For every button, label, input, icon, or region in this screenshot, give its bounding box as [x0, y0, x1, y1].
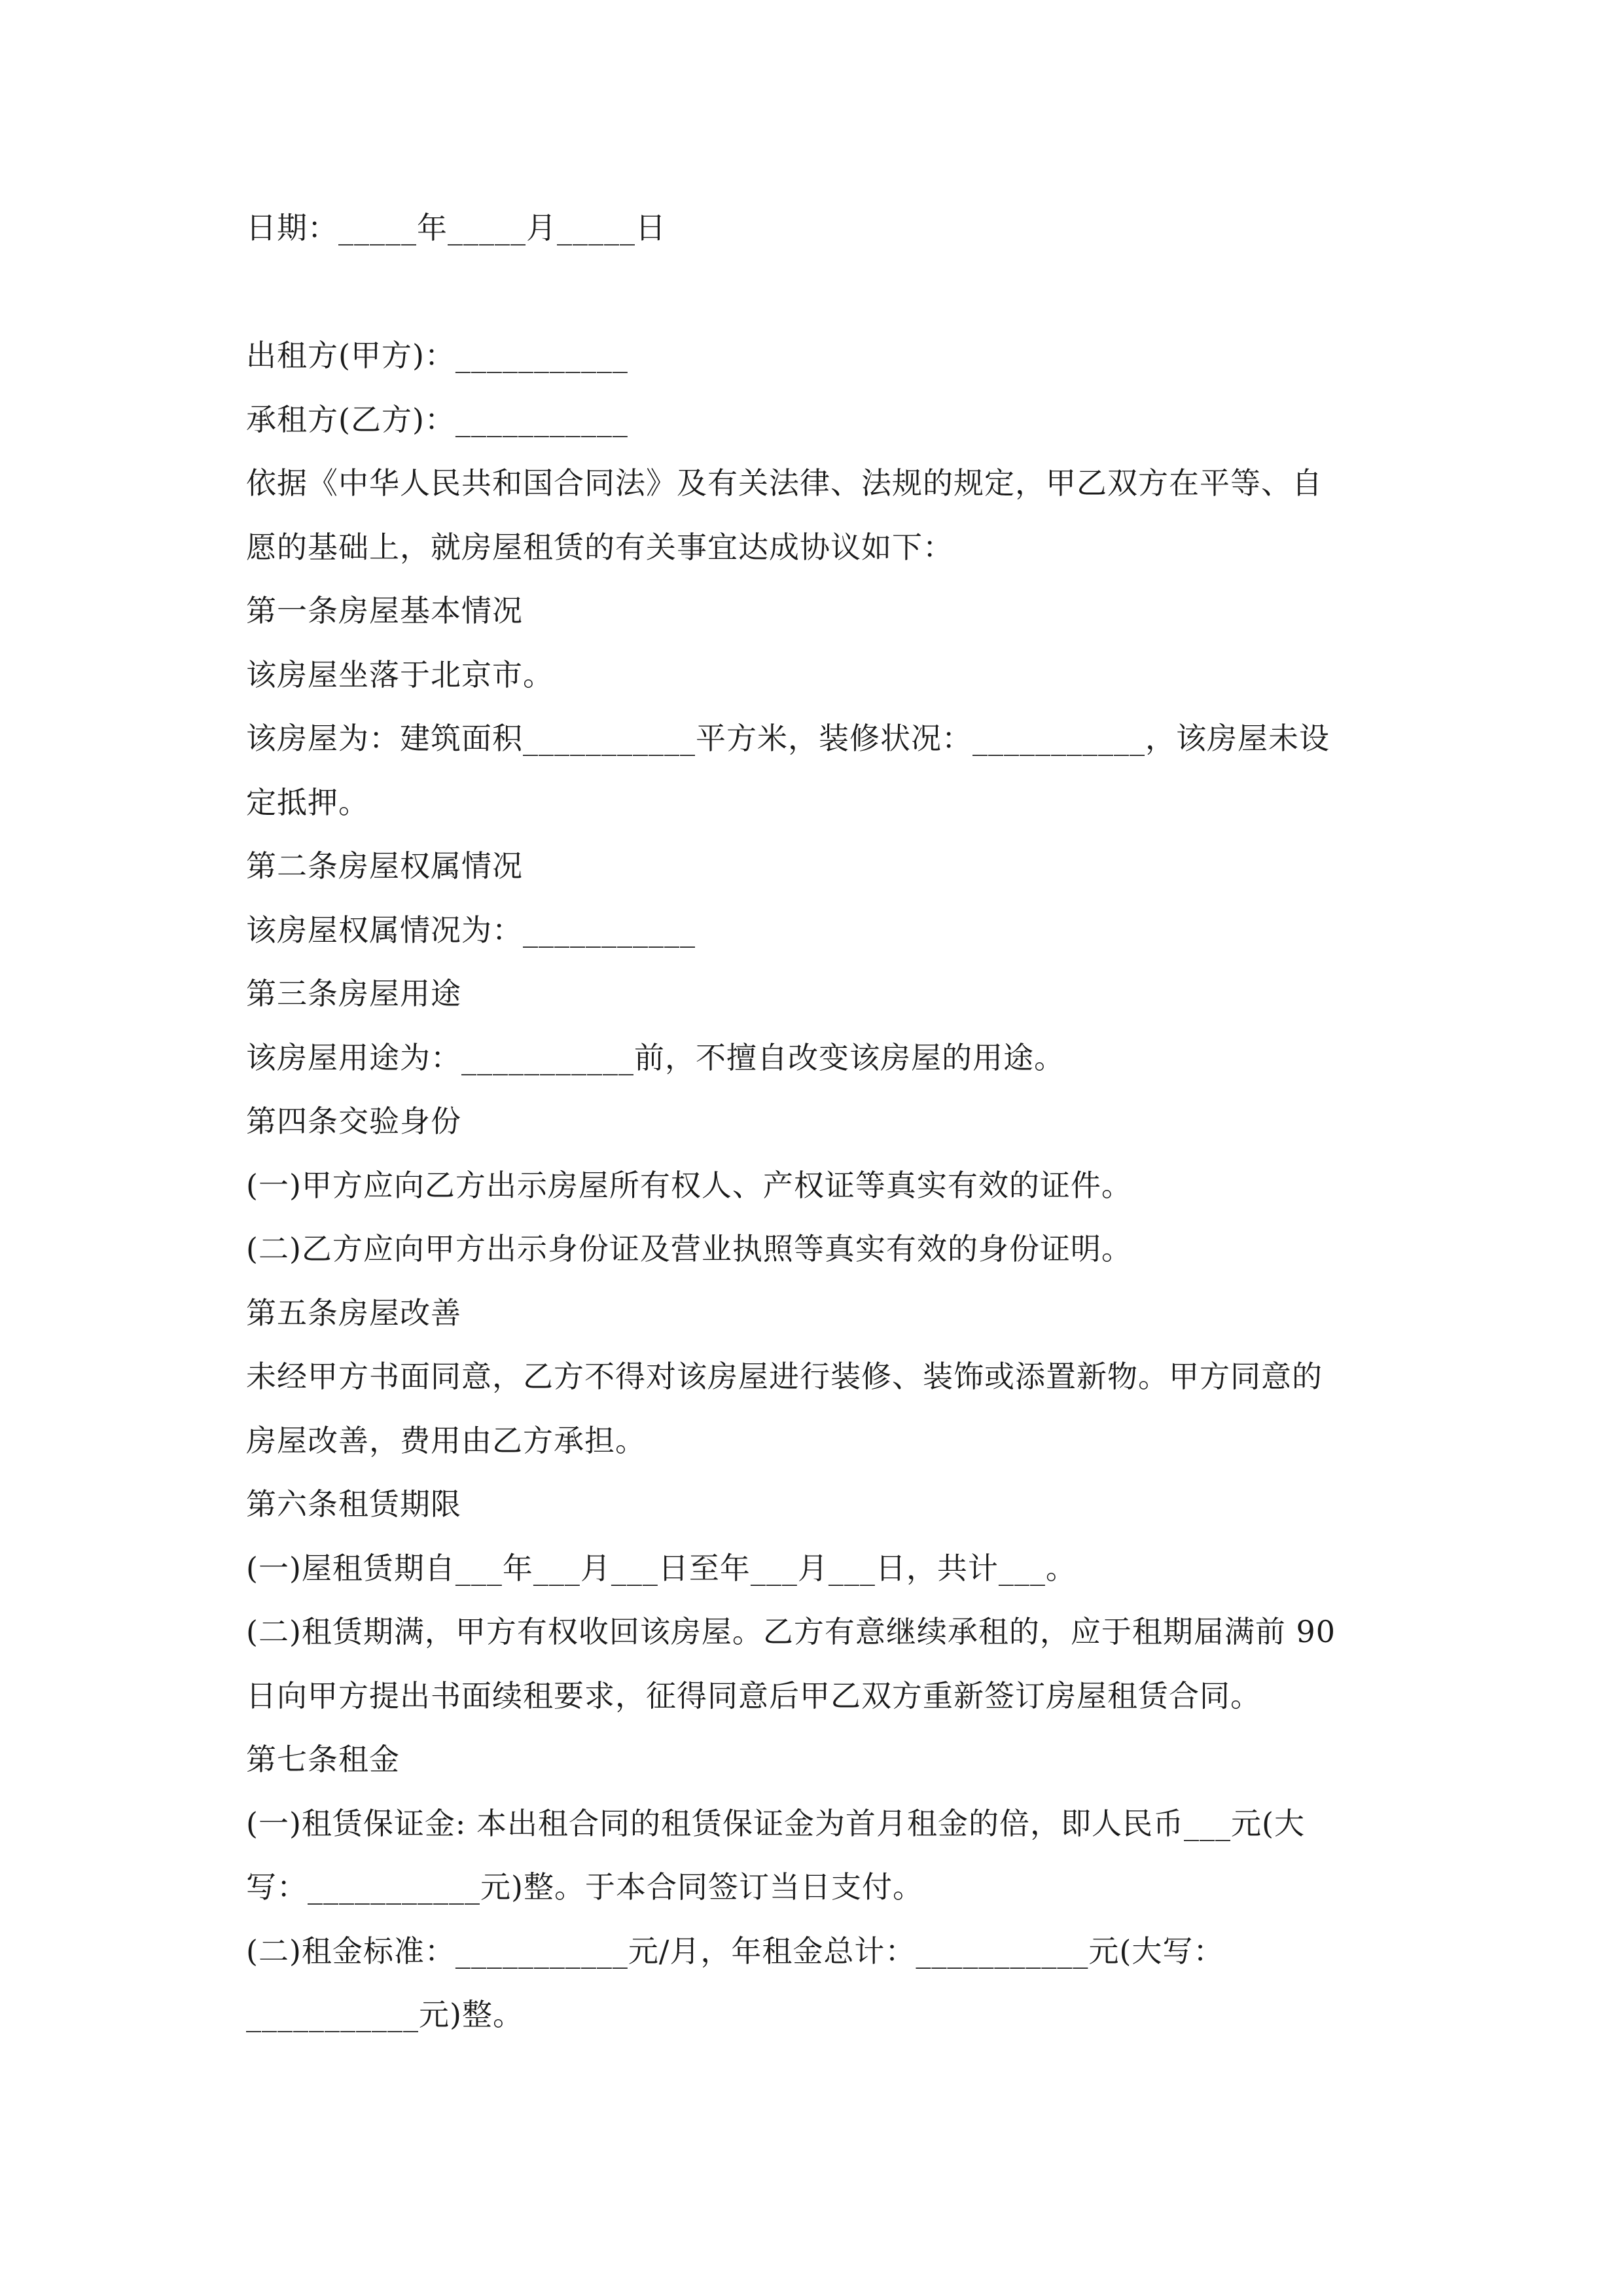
article-1-heading: 第一条房屋基本情况: [246, 593, 523, 628]
article-6-clause-2-line-2: 日向甲方提出书面续租要求，征得同意后甲乙双方重新签订房屋租赁合同。: [246, 1677, 1261, 1713]
article-4-clause-2: (二)乙方应向甲方出示身份证及营业执照等真实有效的身份证明。: [246, 1231, 1132, 1266]
article-6-clause-2-line-1: (二)租赁期满，甲方有权收回该房屋。乙方有意继续承租的，应于租期届满前 90: [246, 1614, 1336, 1649]
article-7-clause-1-line-2: 写：___________元)整。于本合同签订当日支付。: [246, 1869, 923, 1905]
article-2-heading: 第二条房屋权属情况: [246, 848, 523, 884]
article-1-location: 该房屋坐落于北京市。: [246, 656, 554, 692]
lessee-line: 承租方(乙方)：___________: [246, 401, 628, 437]
article-6-heading: 第六条租赁期限: [246, 1486, 461, 1522]
article-3-usage: 该房屋用途为：___________前，不擅自改变该房屋的用途。: [246, 1039, 1065, 1075]
date-line: 日期：_____年_____月_____日: [246, 210, 666, 245]
article-7-clause-2-line-1: (二)租金标准：___________元/月，年租金总计：___________元(大写：: [246, 1933, 1224, 1969]
article-2-ownership: 该房屋权属情况为：___________: [246, 912, 696, 948]
article-4-clause-1: (一)甲方应向乙方出示房屋所有权人、产权证等真实有效的证件。: [246, 1167, 1132, 1203]
article-7-clause-1-line-1: (一)租赁保证金: 本出租合同的租赁保证金为首月租金的倍，即人民币___元(大: [246, 1805, 1305, 1841]
preamble-line-1: 依据《中华人民共和国合同法》及有关法律、法规的规定，甲乙双方在平等、自: [246, 465, 1323, 501]
article-1-area-line-2: 定抵押。: [246, 784, 369, 820]
article-4-heading: 第四条交验身份: [246, 1103, 461, 1139]
preamble-line-2: 愿的基础上，就房屋租赁的有关事宜达成协议如下：: [246, 529, 954, 565]
blank-line: [246, 260, 1380, 325]
article-5-heading: 第五条房屋改善: [246, 1295, 461, 1331]
article-5-text-line-2: 房屋改善，费用由乙方承担。: [246, 1422, 646, 1458]
article-7-clause-2-line-2: ___________元)整。: [246, 1997, 524, 2032]
article-5-text-line-1: 未经甲方书面同意，乙方不得对该房屋进行装修、装饰或添置新物。甲方同意的: [246, 1359, 1323, 1394]
article-6-clause-1: (一)屋租赁期自___年___月___日至年___月___日，共计___。: [246, 1550, 1077, 1586]
article-7-heading: 第七条租金: [246, 1742, 400, 1777]
article-3-heading: 第三条房屋用途: [246, 976, 461, 1011]
contract-body: [246, 196, 1380, 2047]
article-1-area-line-1: 该房屋为：建筑面积___________平方米，装修状况：___________，该房屋未设: [246, 721, 1330, 756]
lessor-line: 出租方(甲方)：___________: [246, 338, 628, 373]
